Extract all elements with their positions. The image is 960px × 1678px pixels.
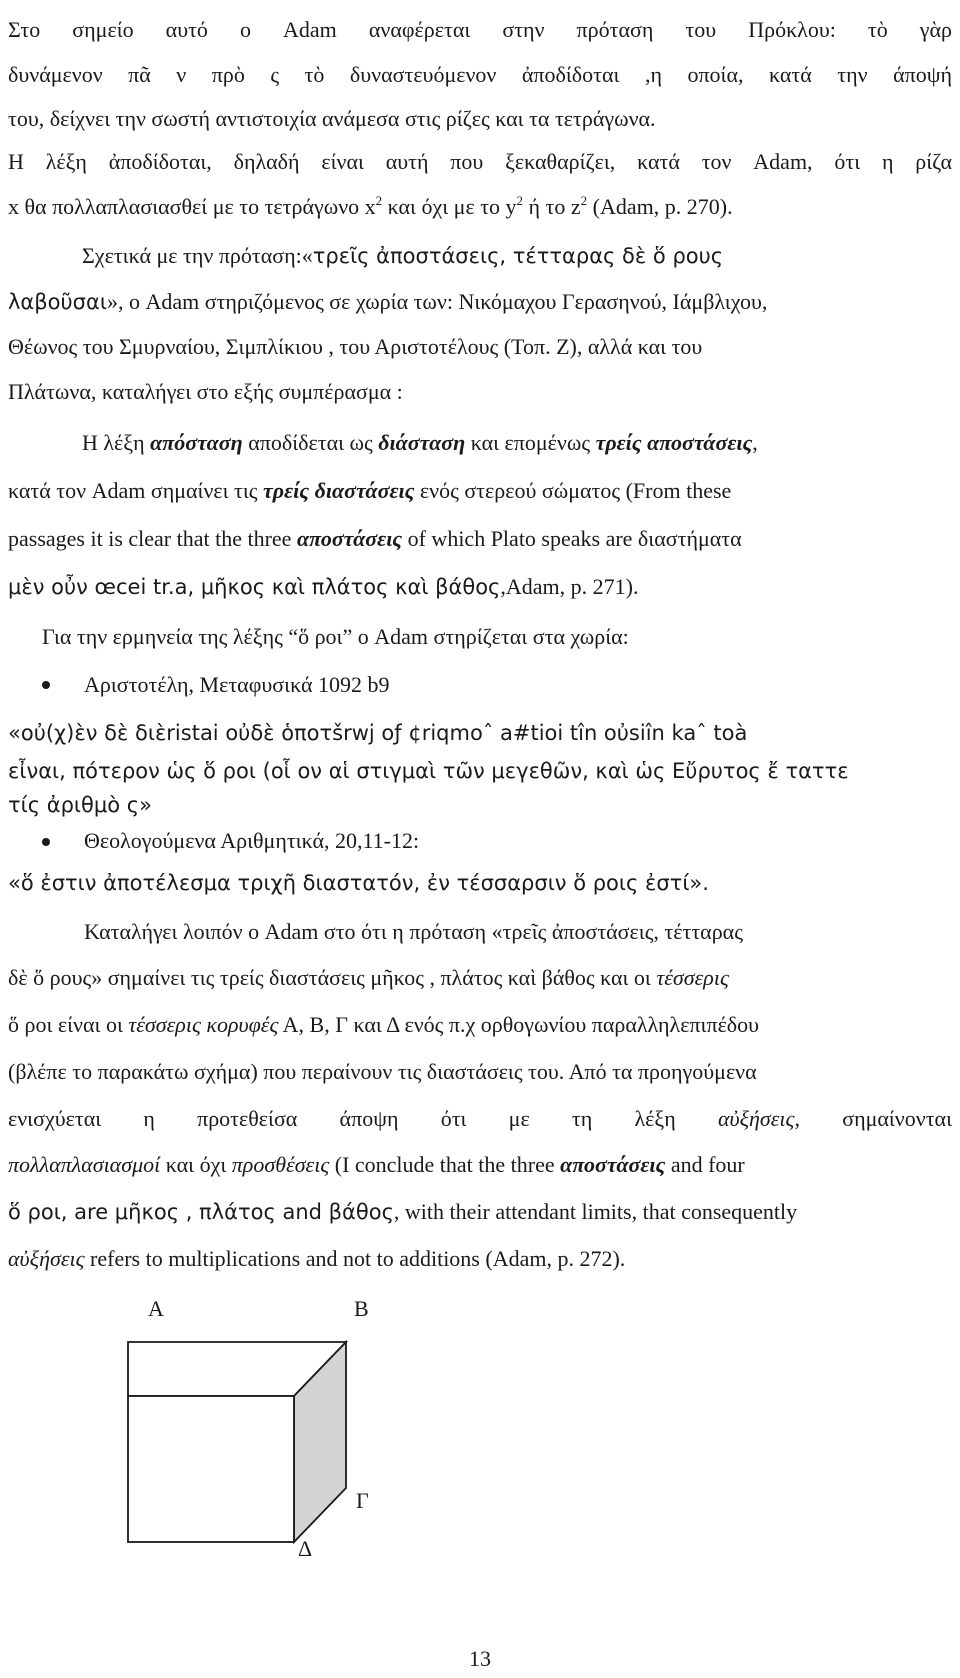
paragraph-5-line-8: αὐξήσεις refers to multiplications and not to additions (Adam, p. 272).	[8, 1246, 626, 1271]
paragraph-2-line-2: λαβοῦσαι», ο Adam στηριζόμενος σε χωρία των: Νικόμαχου Γερασηνού, Ιάμβλιχου,	[8, 289, 768, 314]
emphasis: τρείς διαστάσεις	[263, 478, 415, 503]
quote-1-line-3: τίς ἀριθμὸ ς»	[8, 793, 152, 817]
vertex-label-b: Β	[354, 1296, 369, 1321]
paragraph-5-line-3: ὅ ροι είναι οι τέσσερις κορυφές Α, Β, Γ και Δ ενός π.χ ορθογωνίου παραλληλεπιπέδου	[8, 1012, 760, 1037]
emphasis: αποστάσεις	[560, 1152, 666, 1177]
paragraph-1-line-2: δυνάμενον πᾶ ν πρὸ ς τὸ δυναστευόμενον ἀποδίδοται ,η οποία, κατά την άποψή	[8, 62, 952, 87]
vertex-label-a: Α	[148, 1296, 164, 1321]
paragraph-2-line-1: Σχετικά με την πρόταση:«τρεῖς ἀποστάσεις, τέτταρας δὲ ὅ ρους	[82, 243, 724, 268]
paragraph-5-line-6: πολλαπλασιασμοί και όχι προσθέσεις (I conclude that the three αποστάσεις and four	[8, 1152, 745, 1177]
quote-2-line-1: «ὅ ἐστιν ἀποτέλεσμα τριχῆ διαστατόν, ἐν τέσσαρσιν ὅ ροις ἐστί».	[8, 871, 709, 895]
paragraph-5-line-1: Καταλήγει λοιπόν ο Adam στο ότι η πρόταση «τρεῖς ἀποστάσεις, τέτταρας	[84, 919, 743, 944]
superscript: 2	[580, 193, 588, 208]
paragraph-1-line-3: του, δείχνει την σωστή αντιστοιχία ανάμεσα στις ρίζες και τα τετράγωνα.	[8, 106, 656, 131]
bullet-item-1: Αριστοτέλη, Μεταφυσικά 1092 b9	[84, 672, 390, 697]
paragraph-3-line-4: μὲν οὖν œcei tr.a, μῆκος καὶ πλάτος καὶ βάθος,Adam, p. 271).	[8, 574, 639, 599]
paragraph-1-line-1: Στο σημείο αυτό ο Adam αναφέρεται στην πρόταση του Πρόκλου: τὸ γὰρ	[8, 17, 952, 42]
paragraph-4-line-1: Για την ερμηνεία της λέξης “ὅ ροι” ο Adam στηρίζεται στα χωρία:	[42, 624, 629, 649]
vertex-label-d: Δ	[298, 1536, 313, 1561]
paragraph-1-line-4: Η λέξη ἀποδίδοται, δηλαδή είναι αυτή που ξεκαθαρίζει, κατά τον Adam, ότι η ρίζα	[8, 149, 952, 174]
greek-phrase: λαβοῦσαι	[8, 290, 107, 314]
paragraph-5-line-5: ενισχύεται η προτεθείσα άποψη ότι με τη λέξη αὐξήσεις, σημαίνονται	[8, 1106, 952, 1131]
greek-phrase: μὲν οὖν œcei tr.a, μῆκος καὶ πλάτος καὶ βάθος	[8, 575, 501, 599]
emphasis: αὐξήσεις	[717, 1106, 795, 1131]
emphasis: διάσταση	[378, 430, 466, 455]
quote-1-line-1: «οὐ(χ)ὲν δὲ διὲristai oὐδὲ ὁποτšrwj oƒ ¢riqmoˆ a#tioi tîn oὐsiîn kaˆ toà	[8, 721, 748, 745]
bullet-dot	[42, 838, 50, 846]
vertex-label-g: Γ	[356, 1488, 369, 1513]
emphasis: τρείς αποστάσεις	[595, 430, 753, 455]
paragraph-2-line-4: Πλάτωνα, καταλήγει στο εξής συμπέρασμα :	[8, 379, 403, 404]
emphasis: τέσσερις	[656, 965, 729, 990]
paragraph-5-line-4: (βλέπε το παρακάτω σχήμα) που περαίνουν τις διαστάσεις του. Από τα προηγούμενα	[8, 1059, 757, 1084]
superscript: 2	[375, 193, 383, 208]
superscript: 2	[516, 193, 524, 208]
paragraph-1-line-5: x θα πολλαπλασιασθεί με το τετράγωνο $x^2$ και όχι με το $y^2$ ή το $z^2$ (Adam, p. 270).	[8, 193, 733, 219]
greek-phrase: τρεῖς ἀποστάσεις, τέτταρας δὲ ὅ ρους	[312, 244, 724, 268]
bullet-dot	[42, 681, 50, 689]
paragraph-5-line-2: δὲ ὅ ρους» σημαίνει τις τρείς διαστάσεις μῆκος , πλάτος καὶ βάθος και οι τέσσερις	[8, 965, 729, 990]
greek-phrase: ὅ ροι, are μῆκος , πλάτος and βάθος	[8, 1200, 394, 1224]
paragraph-3-line-1: Η λέξη απόσταση αποδίδεται ως διάσταση και επομένως τρείς αποστάσεις,	[82, 430, 758, 455]
emphasis: αποστάσεις	[296, 526, 403, 551]
page-number: 13	[469, 1646, 491, 1671]
paragraph-3-line-3: passages it is clear that the three αποστάσεις of which Plato speaks are διαστήματα	[8, 526, 742, 551]
emphasis: τέσσερις κορυφές	[128, 1012, 279, 1037]
quote-1-line-2: εἶναι, πότερον ὡς ὅ ροι (οἷ ον αἱ στιγμαὶ τῶν μεγεθῶν, καὶ ὡς Εὔρυτος ἔ ταττε	[8, 759, 849, 783]
emphasis: αὐξήσεις	[8, 1246, 85, 1271]
cube-figure	[120, 1320, 380, 1550]
bullet-item-2: Θεολογούμενα Αριθμητικά, 20,11-12:	[84, 828, 420, 853]
paragraph-5-line-7: ὅ ροι, are μῆκος , πλάτος and βάθος, with their attendant limits, that consequently	[8, 1199, 798, 1224]
paragraph-3-line-2: κατά τον Adam σημαίνει τις τρείς διαστάσεις ενός στερεού σώματος (From these	[8, 478, 732, 503]
paragraph-2-line-3: Θέωνος του Σμυρναίου, Σιμπλίκιου , του Αριστοτέλους (Τοπ. Ζ), αλλά και του	[8, 334, 703, 359]
emphasis: προσθέσεις	[231, 1152, 330, 1177]
emphasis: πολλαπλασιασμοί	[8, 1152, 161, 1177]
cube-front-face	[128, 1396, 294, 1542]
emphasis: απόσταση	[150, 430, 243, 455]
